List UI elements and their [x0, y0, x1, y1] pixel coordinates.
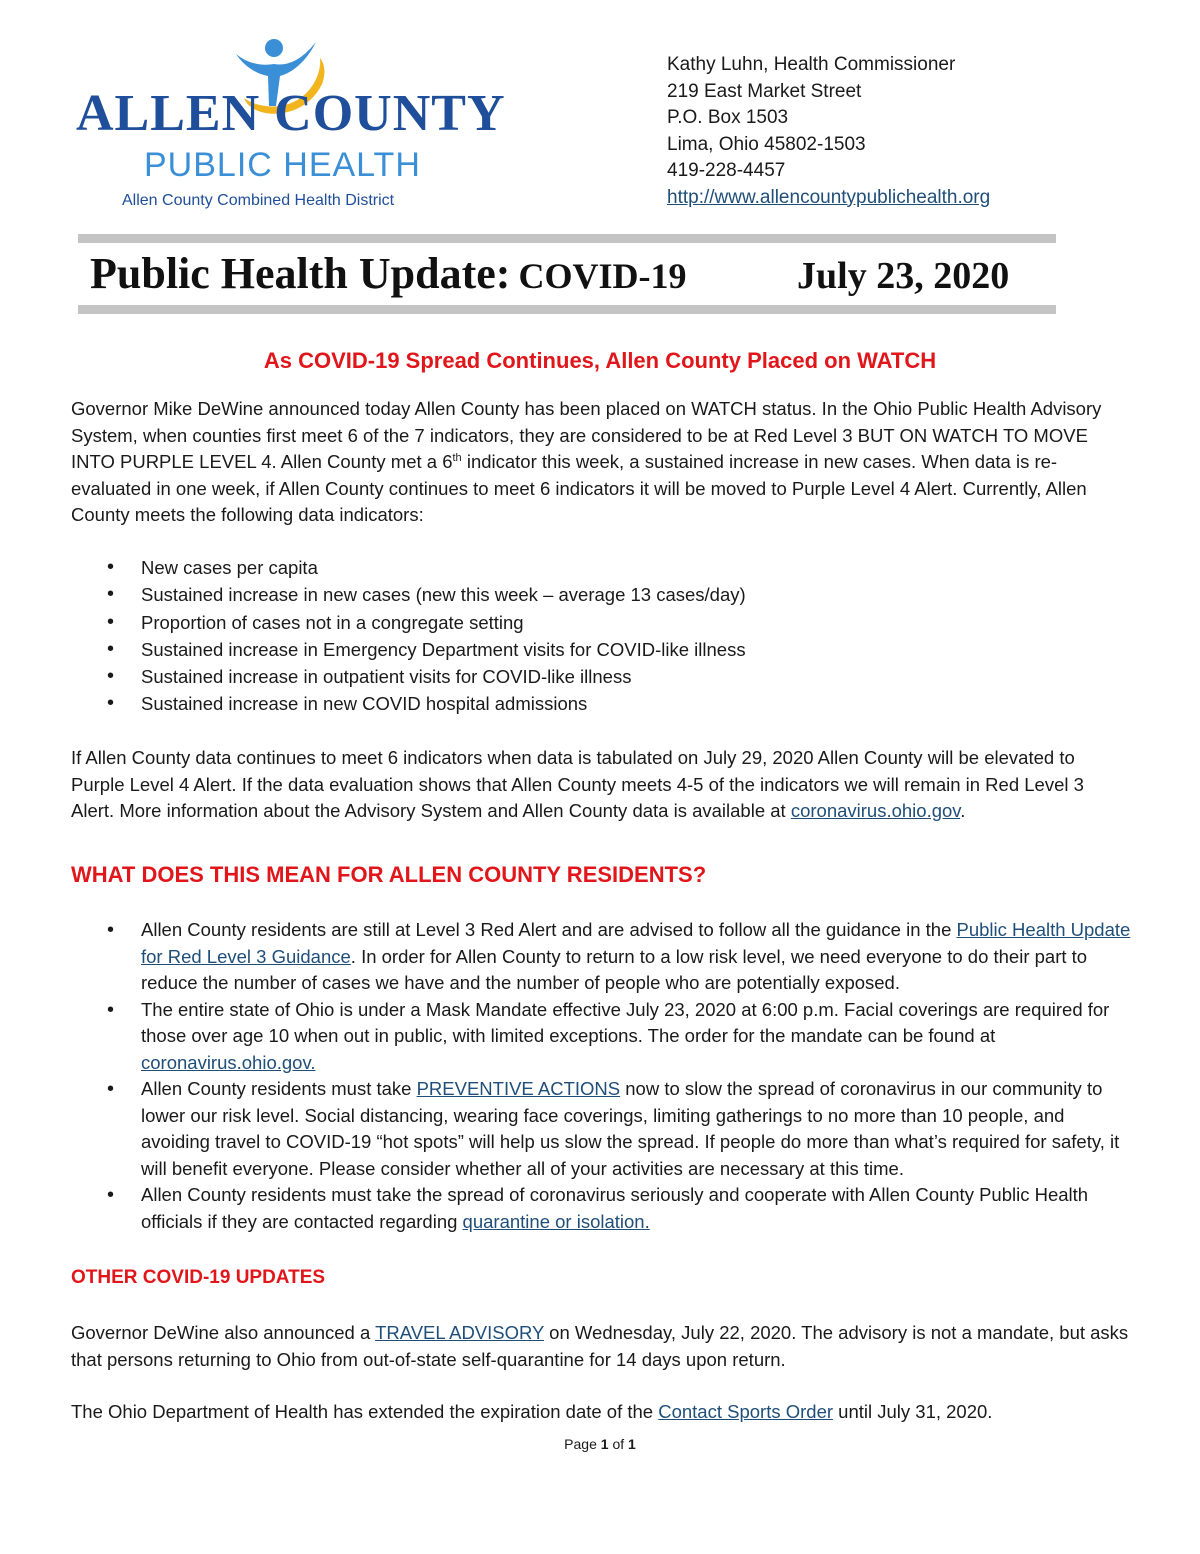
page-of-label: of [608, 1436, 629, 1452]
bullet-text: now to slow the spread of coronavirus in our community to lower our risk level. Social distancing, wearing face coverings, limiting gatherings to no more than 10 people, and avoiding travel to COVID-19 “hot spots” will help us slow the spread. If people do more than what’s required for safety, it will benefit everyone. Please consider whether all of your activities are necessary at this time. [141, 1078, 1120, 1179]
preventive-actions-link[interactable]: PREVENTIVE ACTIONS [416, 1078, 621, 1099]
update-topic: COVID-19 [518, 256, 687, 296]
po-box: P.O. Box 1503 [667, 107, 789, 128]
logo-subtitle: PUBLIC HEALTH [144, 146, 421, 184]
bullet-text: . In order for Allen County to return to a low risk level, we need everyone to do their part to reduce the number of cases we have and the number of people who are potentially exposed. [141, 945, 1088, 993]
quarantine-link[interactable]: quarantine or isolation. [462, 1210, 650, 1232]
bullet-text: Allen County residents must take [141, 1078, 417, 1099]
street-address: 219 East Market Street [667, 80, 862, 102]
paragraph-text: Governor DeWine also announced a [71, 1322, 376, 1343]
indicator-list [71, 554, 1131, 718]
travel-advisory-link[interactable]: TRAVEL ADVISORY [375, 1322, 545, 1343]
logo-name: ALLEN COUNTY [76, 85, 506, 142]
paragraph-text: until July 31, 2020. [833, 1401, 993, 1422]
top-divider [78, 234, 1056, 243]
list-item: • Proportion of cases not in a congregate setting [71, 609, 1131, 636]
paragraph-text: on Wednesday, July 22, 2020. The advisory is not a mandate, but asks that persons returning to Ohio from out-of-state self-quarantine for 14 days upon return. [71, 1322, 1129, 1370]
total-pages: 1 [628, 1436, 636, 1452]
headline: As COVID-19 Spread Continues, Allen County Placed on WATCH [263, 348, 937, 373]
bullet-text: Allen County residents must take the spread of coronavirus seriously and cooperate with Allen County Public Health officials if they are contacted regarding [141, 1184, 1089, 1232]
list-item: • New cases per capita [71, 554, 1131, 581]
followup-paragraph [71, 745, 1131, 825]
bottom-divider [78, 305, 1056, 314]
commissioner-name: Kathy Luhn, Health Commissioner [667, 54, 956, 75]
list-item [71, 917, 1131, 997]
list-item: • Sustained increase in new COVID hospital admissions [71, 690, 1131, 717]
update-date: July 23, 2020 [797, 255, 1010, 297]
contact-sports-order-link[interactable]: Contact Sports Order [658, 1401, 834, 1422]
residents-list [71, 917, 1131, 1235]
list-item [71, 1076, 1131, 1182]
bullet-text: The entire state of Ohio is under a Mask Mandate effective July 23, 2020 at 6:00 p.m. Facial coverings are required for those over age 10 when out in public, with limited exceptions. The order for the mandate can be found at [141, 998, 1110, 1046]
ordinal-suffix: th [452, 451, 462, 464]
banner-title [90, 248, 686, 299]
list-item: • Sustained increase in Emergency Department visits for COVID-like illness [71, 636, 1131, 663]
page-label: Page [564, 1436, 601, 1452]
intro-text-continued: indicator this week, a sustained increase in new cases. When data is re-evaluated in one week, if Allen County continues to meet 6 indicators it will be moved to Purple Level 4 Alert. Currently, Allen County meets the following data indicators: [71, 451, 1087, 525]
travel-advisory-paragraph [71, 1320, 1131, 1373]
list-item [71, 997, 1131, 1077]
update-title: Public Health Update: [90, 249, 511, 298]
list-item [71, 1182, 1131, 1235]
page-footer [0, 1436, 1200, 1452]
phone-number: 419-228-4457 [667, 160, 786, 181]
intro-text: Governor Mike DeWine announced today Allen County has been placed on WATCH status. In the Ohio Public Health Advisory System, when counties first meet 6 of the 7 indicators, they are considered to be at Red Level 3 BUT ON WATCH TO MOVE INTO PURPLE LEVEL 4. Allen County met a 6 [71, 398, 1102, 472]
bullet-text: Allen County residents are still at Level 3 Red Alert and are advised to follow all the guidance in the [141, 919, 957, 940]
logo-district: Allen County Combined Health District [122, 192, 395, 209]
website-link[interactable]: http://www.allencountypublichealth.org [667, 186, 991, 208]
red-level-guidance-link[interactable]: Public Health Update for Red Level 3 Guidance [141, 919, 1131, 967]
mask-mandate-link[interactable]: coronavirus.ohio.gov. [141, 1051, 316, 1073]
city-state-zip: Lima, Ohio 45802-1503 [667, 133, 866, 155]
contact-sports-paragraph [71, 1399, 1131, 1426]
coronavirus-link[interactable]: coronavirus.ohio.gov [790, 800, 961, 821]
intro-paragraph [71, 396, 1131, 529]
other-updates-heading: OTHER COVID-19 UPDATES [71, 1267, 326, 1288]
current-page: 1 [600, 1436, 609, 1452]
list-item: • Sustained increase in outpatient visits for COVID-like illness [71, 663, 1131, 690]
contact-block [667, 52, 990, 211]
followup-text: If Allen County data continues to meet 6 indicators when data is tabulated on July 29, 2020 Allen County will be elevated to Purple Level 4 Alert. If the data evaluation shows that Allen County meets 4-5 of the indicators we will remain in Red Level 3 Alert. More information about the Advisory System and Allen County data is available at [71, 747, 1084, 821]
list-item: • Sustained increase in new cases (new this week – average 13 cases/day) [71, 581, 1131, 608]
organization-logo [72, 36, 506, 216]
followup-period: . [960, 800, 966, 821]
paragraph-text: The Ohio Department of Health has extended the expiration date of the [71, 1401, 659, 1422]
residents-heading: WHAT DOES THIS MEAN FOR ALLEN COUNTY RESIDENTS? [71, 862, 707, 887]
